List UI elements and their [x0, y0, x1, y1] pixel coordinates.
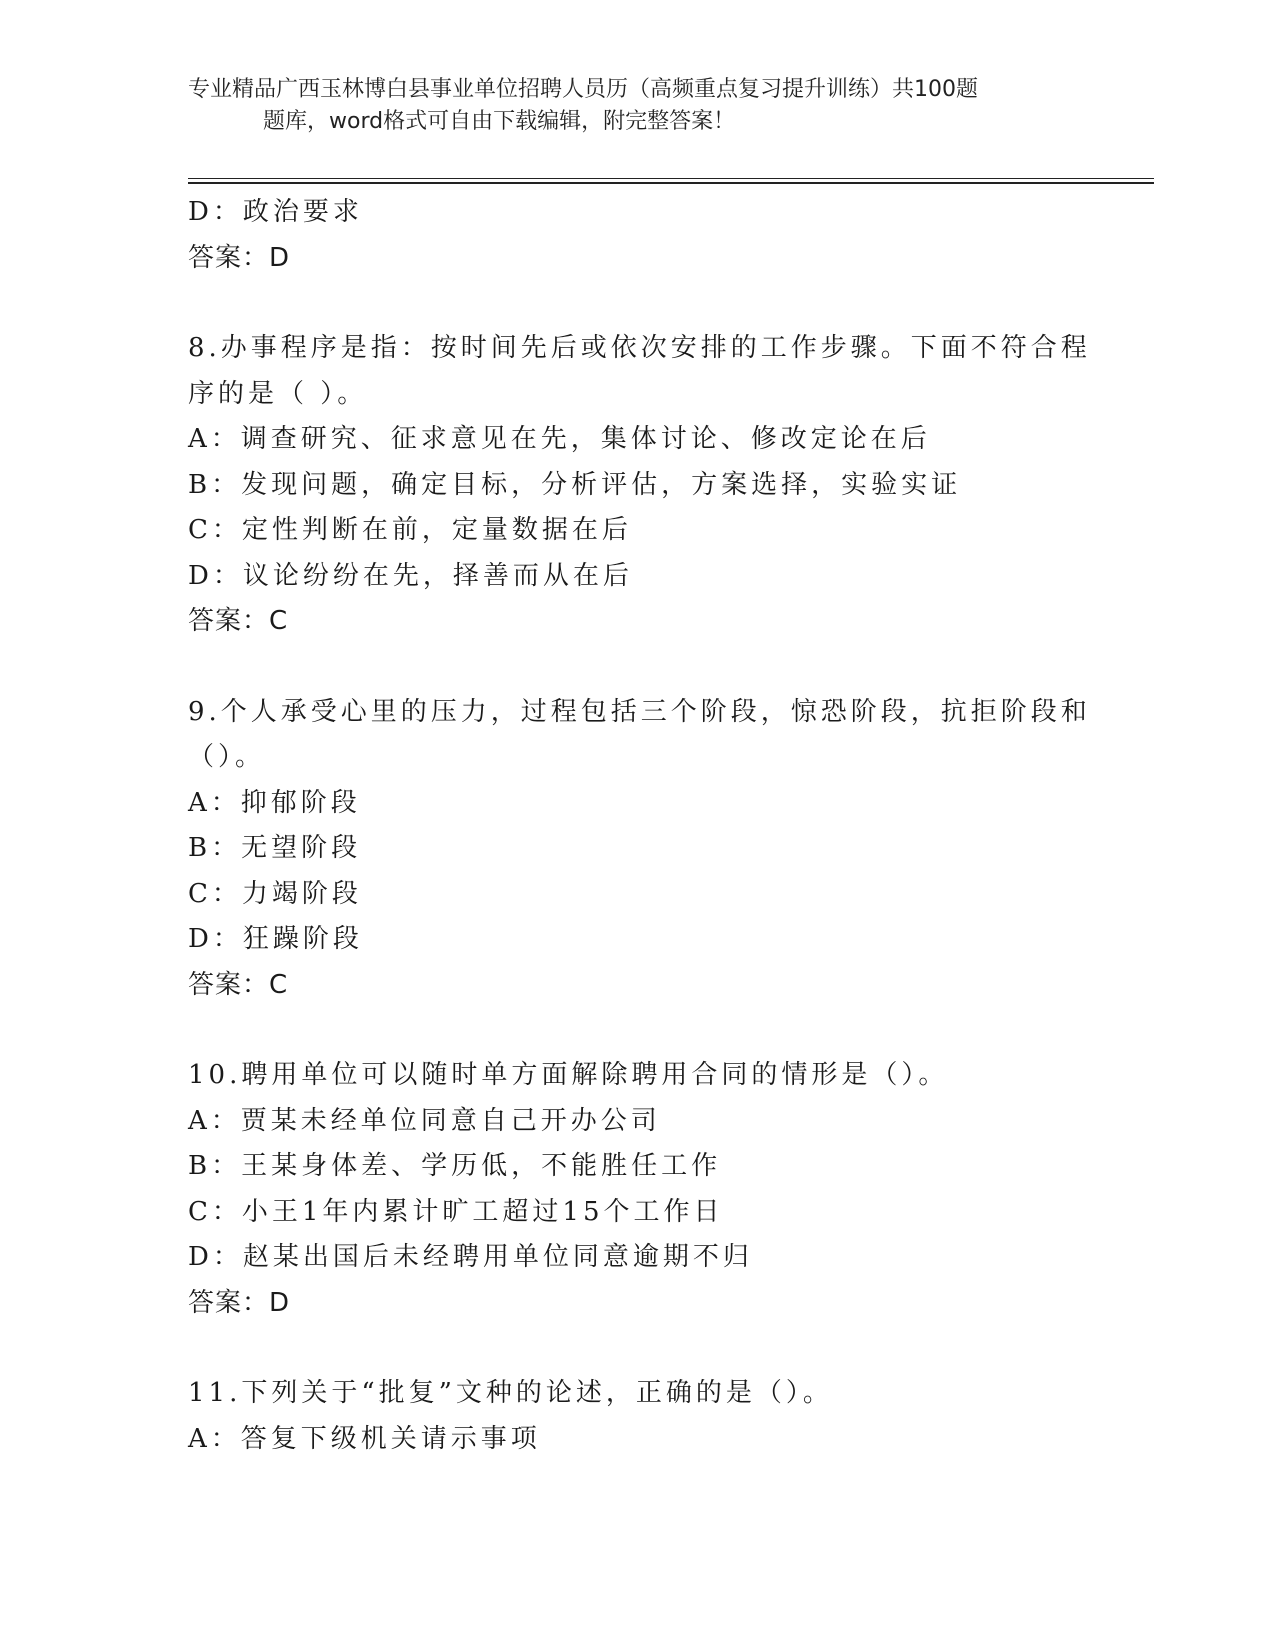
header-title-line2: 题库，word格式可自由下载编辑，附完整答案！ [263, 109, 736, 134]
q8-option-c: C：定性判断在前，定量数据在后 [188, 515, 632, 545]
q11-stem-line1: 11.下列关于“批复”文种的论述，正确的是（）。 [188, 1378, 833, 1408]
q10-stem-line1: 10.聘用单位可以随时单方面解除聘用合同的情形是（）。 [188, 1060, 949, 1090]
header-divider-thick [188, 182, 1154, 184]
q8-option-d: D：议论纷纷在先，择善而从在后 [188, 560, 633, 591]
q8-answer: 答案：C [188, 606, 289, 636]
question-content [188, 190, 1148, 1462]
q9-answer: 答案：C [188, 969, 289, 1000]
q10-answer: 答案：D [188, 1287, 291, 1318]
q10-option-c: C：小王1年内累计旷工超过15个工作日 [188, 1196, 724, 1227]
q8-option-a: A：调查研究、征求意见在先，集体讨论、修改定论在后 [188, 424, 931, 454]
spacer [188, 1326, 1148, 1371]
q10-option-d: D：赵某出国后未经聘用单位同意逾期不归 [188, 1242, 753, 1272]
q8-option-b: B：发现问题，确定目标，分析评估，方案选择，实验实证 [188, 469, 962, 500]
q9-option-a: A：抑郁阶段 [188, 787, 361, 818]
q9-option-c: C：力竭阶段 [188, 878, 362, 909]
q11-option-a: A：答复下级机关请示事项 [188, 1423, 541, 1454]
prev-option-d: D：政治要求 [188, 197, 363, 227]
q10-option-b: B：王某身体差、学历低，不能胜任工作 [188, 1151, 722, 1181]
q8-stem-line1: 8.办事程序是指：按时间先后或依次安排的工作步骤。下面不符合程 [188, 333, 1091, 363]
q8-stem-line2: 序的是（ ）。 [188, 378, 368, 409]
q9-option-b: B：无望阶段 [188, 833, 362, 863]
q9-option-d: D：狂躁阶段 [188, 924, 363, 954]
spacer [188, 281, 1148, 326]
spacer [188, 645, 1148, 690]
prev-answer: 答案：D [188, 242, 291, 273]
header-title-line1: 专业精品广西玉林博白县事业单位招聘人员历（高频重点复习提升训练）共100题 [188, 77, 978, 102]
q9-stem-line2: （）。 [188, 742, 266, 772]
page-header [188, 74, 1088, 138]
q9-stem-line1: 9.个人承受心里的压力，过程包括三个阶段，惊恐阶段，抗拒阶段和 [188, 696, 1091, 727]
q10-option-a: A：贾某未经单位同意自己开办公司 [188, 1105, 661, 1136]
spacer [188, 1008, 1148, 1053]
header-divider-thin [188, 178, 1154, 179]
